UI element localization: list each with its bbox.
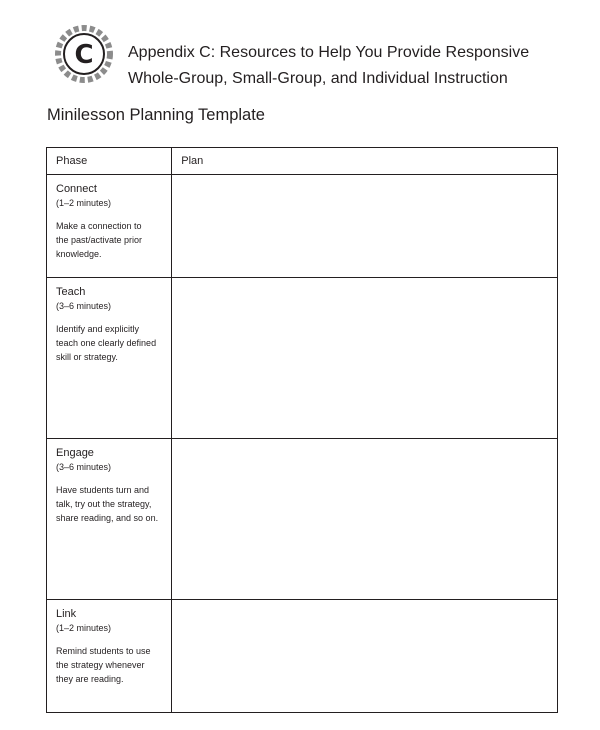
phase-name: Connect <box>56 183 97 195</box>
phase-description <box>56 219 165 261</box>
phase-name: Teach <box>56 286 86 298</box>
title-line-1: Appendix C: Resources to Help You Provide Responsive <box>128 44 530 61</box>
appendix-badge-icon <box>54 24 114 84</box>
phase-description <box>56 322 165 364</box>
table-header-row <box>47 148 558 175</box>
plan-cell[interactable] <box>172 600 558 713</box>
phase-description-line: share reading, and so on. <box>56 513 159 523</box>
page-title <box>128 40 588 92</box>
table-row <box>47 600 558 713</box>
phase-cell <box>47 175 172 278</box>
phase-name: Engage <box>56 447 94 459</box>
phase-description-line: Make a connection to <box>56 221 142 231</box>
phase-description-line: the past/activate prior <box>56 235 143 245</box>
phase-cell <box>47 278 172 439</box>
header-phase: Phase <box>47 148 172 175</box>
phase-description-line: skill or strategy. <box>56 352 118 362</box>
phase-time: (3–6 minutes) <box>56 462 112 472</box>
phase-description-line: the strategy whenever <box>56 660 145 670</box>
plan-cell[interactable] <box>172 278 558 439</box>
phase-description-line: Remind students to use <box>56 646 151 656</box>
appendix-badge <box>54 24 114 84</box>
phase-name: Link <box>56 608 77 620</box>
badge-letter: C <box>74 40 94 70</box>
phase-description <box>56 483 165 525</box>
phase-description-line: talk, try out the strategy, <box>56 499 152 509</box>
table-row <box>47 439 558 600</box>
phase-description-line: Identify and explicitly <box>56 324 140 334</box>
phase-time: (3–6 minutes) <box>56 301 112 311</box>
phase-description-line: knowledge. <box>56 249 102 259</box>
template-subtitle: Minilesson Planning Template <box>47 106 265 124</box>
phase-description-line: they are reading. <box>56 674 124 684</box>
phase-time: (1–2 minutes) <box>56 198 112 208</box>
table-row <box>47 278 558 439</box>
table-row <box>47 175 558 278</box>
plan-cell[interactable] <box>172 175 558 278</box>
phase-cell <box>47 600 172 713</box>
phase-description-line: teach one clearly defined <box>56 338 157 348</box>
phase-description <box>56 644 165 686</box>
phase-time: (1–2 minutes) <box>56 623 112 633</box>
minilesson-table <box>46 147 558 713</box>
header-plan: Plan <box>172 148 558 175</box>
plan-cell[interactable] <box>172 439 558 600</box>
phase-cell <box>47 439 172 600</box>
phase-description-line: Have students turn and <box>56 485 150 495</box>
title-line-2: Whole-Group, Small-Group, and Individual Instruction <box>128 70 508 87</box>
